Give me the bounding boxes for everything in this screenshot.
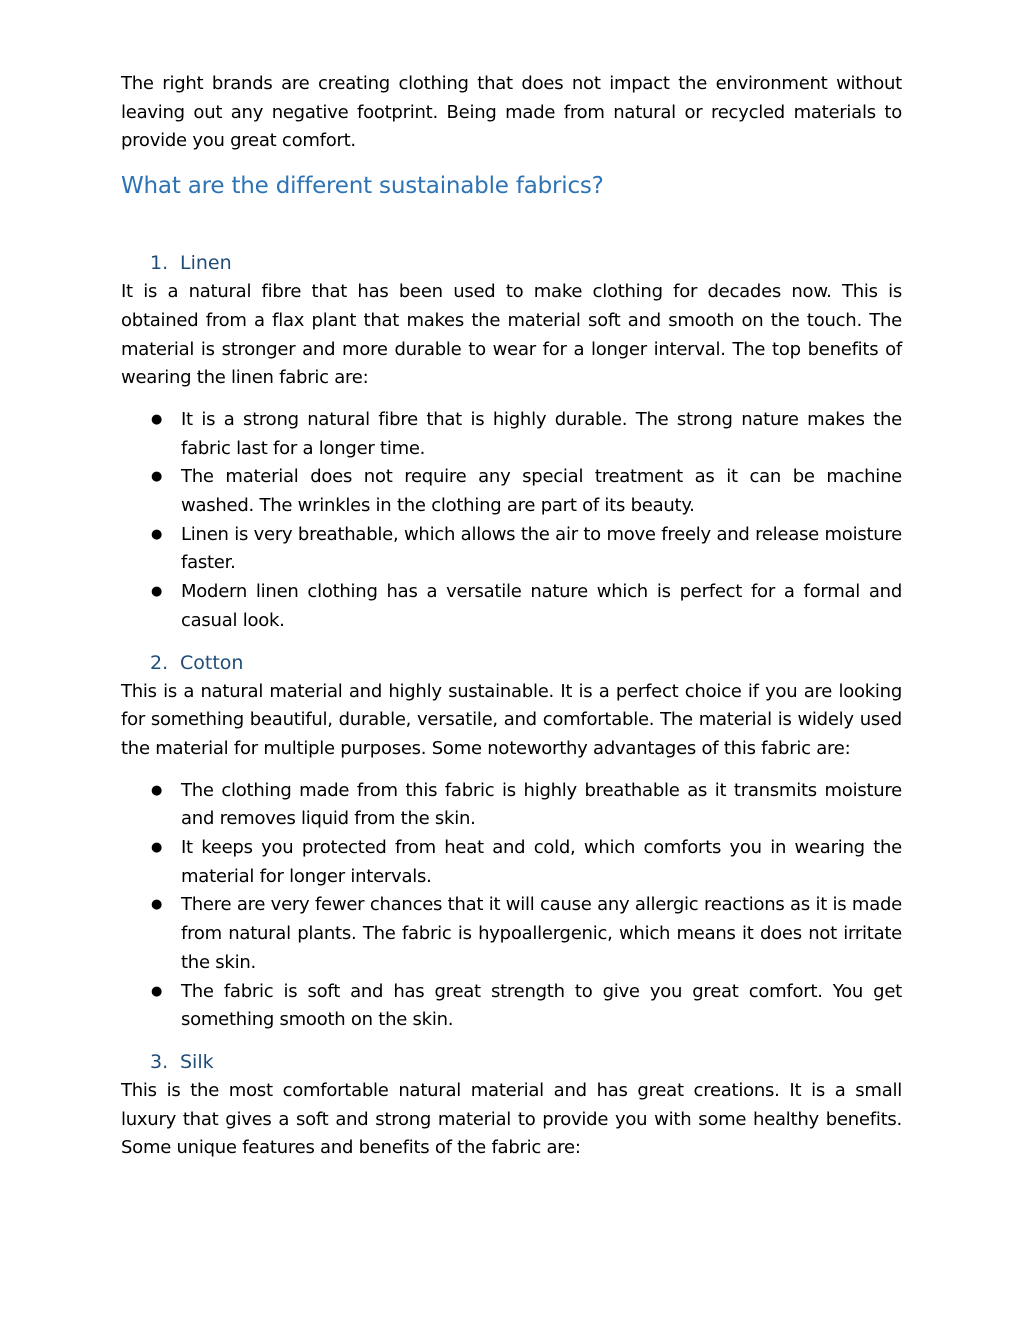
list-number: 3. [150, 1050, 169, 1073]
list-item [121, 834, 902, 891]
bullet-icon: ● [151, 897, 163, 913]
list-item [121, 521, 902, 578]
bullet-icon: ● [151, 840, 163, 856]
list-item-text: Modern linen clothing has a versatile nature which is perfect for a formal and casual look. [181, 581, 902, 631]
section-heading: What are the different sustainable fabrics? [121, 173, 604, 200]
silk-paragraph: This is the most comfortable natural material and has great creations. It is a small luxury that gives a soft and strong material to provide you with some healthy benefits. Some unique features and benefits of the fabric are: [121, 1079, 902, 1159]
list-item-text: It is a strong natural fibre that is highly durable. The strong nature makes the fabric last for a longer time. [181, 408, 902, 459]
bullet-icon: ● [151, 526, 163, 542]
list-item-text: It keeps you protected from heat and cold, which comforts you in wearing the material for longer intervals. [181, 837, 902, 887]
list-heading-cotton [121, 649, 902, 678]
bullet-icon: ● [151, 983, 163, 999]
list-heading-title: Linen [180, 252, 232, 275]
intro-paragraph: The right brands are creating clothing that does not impact the environment without leaving out any negative footprint. Being made from natural or recycled materials to provide you great comfort. [121, 73, 902, 152]
list-heading-title: Cotton [180, 651, 244, 674]
bullet-icon: ● [151, 411, 163, 427]
list-heading-title: Silk [180, 1050, 214, 1073]
cotton-paragraph: This is a natural material and highly sustainable. It is a perfect choice if you are looking for something beautiful, durable, versatile, and comfortable. The material is widely used the material for multiple purposes. Some noteworthy advantages of this fabric are: [121, 680, 902, 759]
list-item-text: Linen is very breathable, which allows the air to move freely and release moisture faster. [181, 523, 902, 574]
list-item-text: The fabric is soft and has great strength to give you great comfort. You get something smooth on the skin. [181, 980, 902, 1031]
list-item [121, 406, 902, 463]
list-item-text: The clothing made from this fabric is highly breathable as it transmits moisture and removes liquid from the skin. [181, 779, 902, 830]
list-number: 2. [150, 651, 169, 674]
list-heading-silk [121, 1048, 902, 1077]
linen-benefits-list [121, 406, 902, 636]
list-item [121, 463, 902, 520]
list-item-text: There are very fewer chances that it will cause any allergic reactions as it is made from natural plants. The fabric is hypoallergenic, which means it does not irritate the skin. [181, 894, 902, 973]
list-item-text: The material does not require any special treatment as it can be machine washed. The wrinkles in the clothing are part of its beauty. [181, 466, 902, 517]
cotton-benefits-list [121, 777, 902, 1035]
list-item [121, 891, 902, 977]
list-item [121, 978, 902, 1035]
bullet-icon: ● [151, 584, 163, 600]
list-heading-linen [121, 249, 902, 278]
list-item [121, 578, 902, 635]
list-number: 1. [150, 252, 169, 275]
list-item [121, 777, 902, 834]
linen-paragraph: It is a natural fibre that has been used to make clothing for decades now. This is obtained from a flax plant that makes the material soft and smooth on the touch. The material is stronger and more durable to wear for a longer interval. The top benefits of wearing the linen fabric are: [121, 281, 902, 389]
document-page [121, 70, 902, 1163]
bullet-icon: ● [151, 469, 163, 485]
bullet-icon: ● [151, 782, 163, 798]
